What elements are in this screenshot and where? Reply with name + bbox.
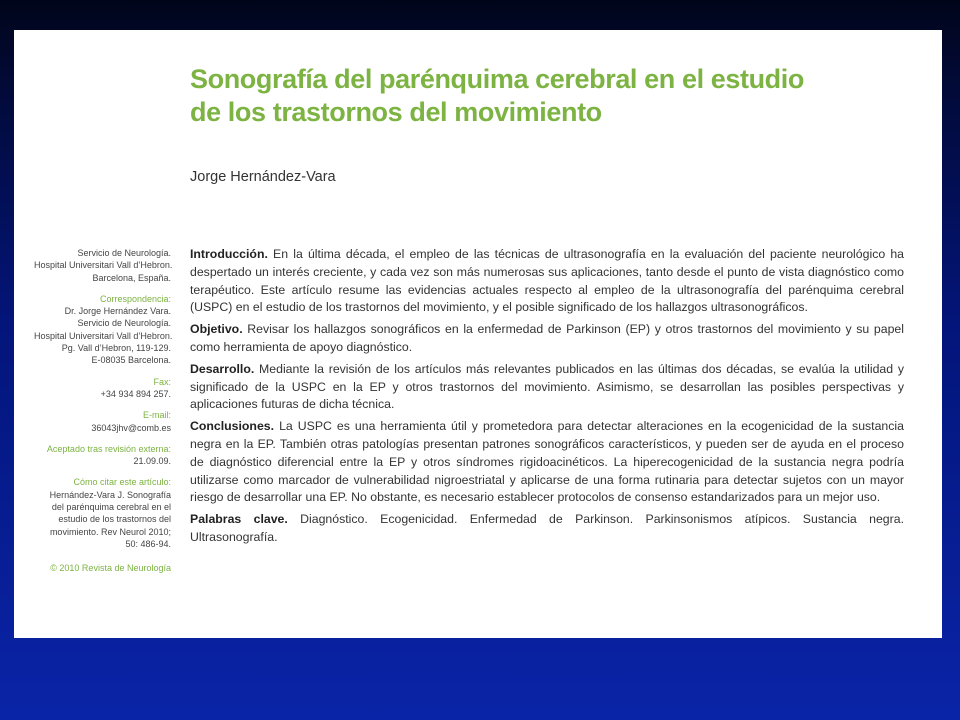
fax-label: Fax:	[153, 376, 171, 387]
correspondence-label: Correspondencia:	[99, 293, 171, 304]
email-label: E-mail:	[142, 410, 171, 421]
abstract-objetivo	[190, 321, 904, 357]
citation-line: movimiento. Rev Neurol 2010;	[49, 526, 171, 537]
correspondence-line: Hospital Universitari Vall d’Hebron.	[34, 330, 173, 341]
abstract	[190, 246, 904, 551]
affiliation-line: Servicio de Neurología.	[77, 248, 171, 258]
correspondence-line: E-08035 Barcelona.	[91, 355, 171, 366]
correspondence-block	[34, 293, 171, 367]
article-sidebar	[34, 247, 171, 575]
abstract-section-text: Revisar los hallazgos sonográficos en la enfermedad de Parkinson (EP) y otros trastornos del movimiento y su papel como herramienta de apoyo diagnóstico.	[190, 322, 904, 354]
accepted-label: Aceptado tras revisión externa:	[46, 443, 171, 454]
abstract-section-label: Desarrollo.	[190, 361, 255, 376]
email-address: 36043jhv@comb.es	[91, 422, 171, 433]
article-title-line: Sonografía del parénquima cerebral en el estudio	[190, 64, 804, 94]
abstract-section-label: Conclusiones.	[190, 419, 275, 434]
correspondence-line: Servicio de Neurología.	[77, 318, 171, 329]
abstract-section-label: Palabras clave.	[190, 512, 288, 527]
affiliation-block	[34, 247, 171, 284]
abstract-section-text: La USPC es una herramienta útil y prometedora para detectar alteraciones en la ecogenicidad de la sustancia negra en la EP. También otras patologías presentan patrones sonográficos característicos, y pueden ser de ayuda en el proceso de diagnóstico diferencial entre la EP y otros síndromes rigidoacinéticos. La hiperecogenicidad de la sustancia negra podría utilizarse como marcador de vulnerabilidad nigroestriatal y aplicarse de una forma rutinaria para detectar sujetos con un mayor riesgo de desarrollar una EP. No obstante, es necesario establecer protocolos de consenso estandarizados para un mejor uso.	[190, 419, 904, 505]
citation-block	[34, 476, 171, 550]
abstract-section-label: Objetivo.	[190, 322, 243, 337]
accepted-block	[34, 443, 171, 468]
abstract-section-text: Diagnóstico. Ecogenicidad. Enfermedad de Parkinson. Parkinsonismos atípicos. Sustancia negra. Ultrasonografía.	[190, 512, 904, 544]
abstract-section-text: Mediante la revisión de los artículos más relevantes publicados en las últimas dos décadas, se evalúa la utilidad y significado de la USPC en la EP y otros trastornos del movimiento. Asimismo, se desarrollan las posibles perspectivas y aplicaciones futuras de dicha técnica.	[190, 361, 905, 412]
abstract-conclusiones	[190, 418, 904, 507]
citation-line: estudio de los trastornos del	[58, 514, 171, 525]
accepted-date: 21.09.09.	[133, 456, 171, 467]
abstract-introduccion	[190, 246, 904, 317]
email-block	[34, 409, 171, 434]
citation-line: del parénquima cerebral en el	[51, 502, 171, 513]
article-title	[190, 63, 890, 129]
correspondence-line: Pg. Vall d’Hebron, 119-129.	[61, 343, 171, 354]
article-author: Jorge Hernández-Vara	[190, 169, 336, 185]
affiliation-line: Hospital Universitari Vall d’Hebron.	[34, 260, 173, 271]
abstract-section-label: Introducción.	[190, 247, 268, 261]
article-title-line: de los trastornos del movimiento	[190, 97, 602, 127]
abstract-section-text: En la última década, el empleo de las técnicas de ultrasonografía en la evaluación del paciente neurológico ha despertado un interés creciente, y cada vez son más numerosas sus aplicaciones, tanto desde el punto de vista diagnóstico como terapéutico. Este artículo resume las evidencias actuales respecto al empleo de la ultrasonografía del parénquima cerebral (USPC) en el estudio de los trastornos del movimiento, y el posible significado de los hallazgos ultrasonográficos.	[190, 247, 905, 315]
abstract-palabras-clave	[190, 511, 904, 547]
fax-block	[34, 376, 171, 401]
abstract-desarrollo	[190, 361, 904, 414]
citation-line: Hernández-Vara J. Sonografía	[49, 489, 171, 500]
article-page-image	[14, 30, 942, 638]
affiliation-line: Barcelona, España.	[92, 272, 171, 283]
citation-line: 50: 486-94.	[125, 538, 171, 549]
citation-label: Cómo citar este artículo:	[73, 477, 171, 488]
correspondence-line: Dr. Jorge Hernández Vara.	[64, 306, 171, 317]
copyright-notice: © 2010 Revista de Neurología	[50, 563, 171, 574]
fax-number: +34 934 894 257.	[100, 388, 171, 399]
